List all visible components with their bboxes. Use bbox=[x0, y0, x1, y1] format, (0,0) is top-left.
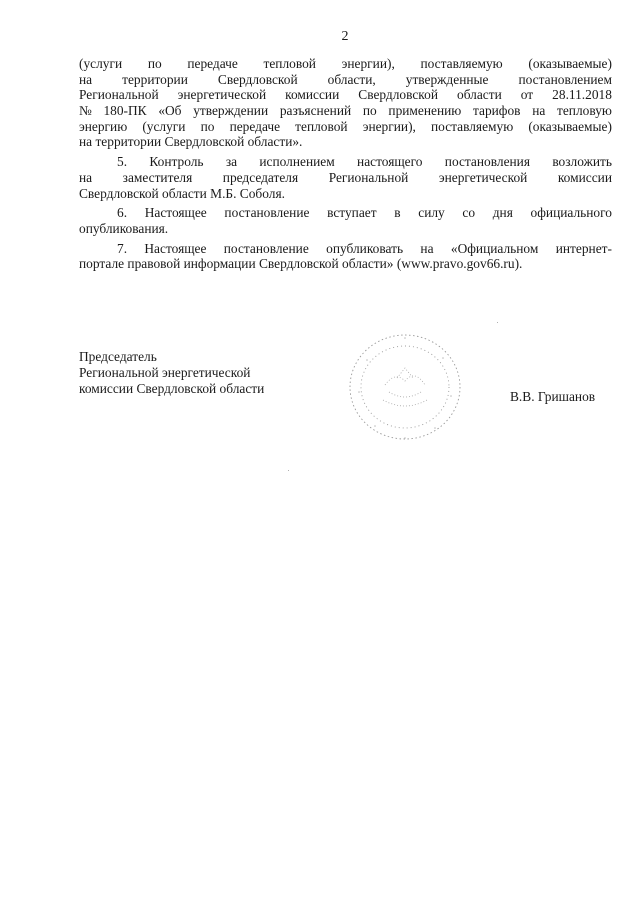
word: тепловой bbox=[295, 118, 348, 134]
word: заместителя bbox=[122, 169, 193, 185]
scan-speck bbox=[288, 470, 289, 471]
text-line bbox=[79, 221, 612, 237]
word: энергии), bbox=[362, 118, 416, 134]
text-line bbox=[79, 119, 612, 135]
word: разъяснений bbox=[279, 103, 352, 119]
word: энергии), bbox=[341, 56, 395, 71]
word: постановлением bbox=[518, 71, 612, 87]
word: постановления bbox=[444, 154, 531, 170]
word: Свердловской bbox=[217, 71, 298, 87]
signatory-name: В.В. Гришанов bbox=[510, 389, 596, 404]
paragraph-7 bbox=[79, 241, 612, 272]
word: на bbox=[79, 169, 93, 185]
word: (оказываемые) bbox=[528, 118, 612, 134]
word: в bbox=[394, 205, 401, 221]
word: на bbox=[79, 71, 93, 87]
text-line bbox=[79, 186, 612, 202]
word: 28.11.2018 bbox=[552, 87, 612, 103]
text-line bbox=[79, 154, 612, 170]
word: по bbox=[362, 103, 377, 119]
word: энергетической bbox=[438, 169, 528, 185]
text-line bbox=[79, 170, 612, 186]
word: по bbox=[147, 56, 162, 71]
word: по bbox=[200, 118, 215, 134]
word: постановление bbox=[224, 205, 310, 221]
word: дня bbox=[492, 205, 513, 221]
word: энергию bbox=[79, 118, 128, 134]
word: силу bbox=[418, 205, 445, 221]
word: области bbox=[457, 87, 502, 103]
word: председателя bbox=[222, 169, 299, 185]
word: энергетической bbox=[177, 87, 267, 103]
word: Контроль bbox=[149, 154, 204, 170]
word: утвержденные bbox=[405, 71, 489, 87]
word: 180-ПК bbox=[103, 103, 147, 119]
scan-speck bbox=[497, 322, 498, 323]
word: утверждении bbox=[193, 103, 269, 119]
text-line bbox=[79, 56, 612, 72]
document-body bbox=[79, 56, 612, 272]
word: передаче bbox=[229, 118, 281, 134]
word: на bbox=[420, 240, 434, 256]
word: тепловую bbox=[557, 103, 612, 119]
word: интернет- bbox=[555, 240, 612, 256]
word: портале правовой информации Свердловской области» (www.pravo.gov66.ru). bbox=[79, 256, 523, 272]
word: официального bbox=[530, 205, 612, 221]
word: со bbox=[462, 205, 476, 221]
word: применению bbox=[388, 103, 462, 119]
word: от bbox=[520, 87, 534, 103]
word: 5. bbox=[117, 154, 128, 170]
word: «Об bbox=[158, 103, 182, 119]
word: тепловой bbox=[263, 56, 316, 71]
word: 7. bbox=[117, 240, 128, 256]
signatory-title-line-2: Региональной энергетической bbox=[79, 365, 251, 380]
word: (услуги bbox=[142, 118, 186, 134]
word: постановление bbox=[223, 240, 309, 256]
paragraph-6 bbox=[79, 205, 612, 236]
word: поставляемую bbox=[420, 56, 503, 71]
word: Настоящее bbox=[144, 240, 207, 256]
word: области, bbox=[327, 71, 376, 87]
word: 6. bbox=[117, 205, 128, 221]
word: вступает bbox=[327, 205, 377, 221]
text-line bbox=[79, 205, 612, 221]
word: на территории Свердловской области». bbox=[79, 134, 303, 150]
word: опубликования. bbox=[79, 220, 169, 236]
word: тарифов bbox=[472, 103, 521, 119]
text-line bbox=[79, 87, 612, 103]
word: передаче bbox=[187, 56, 238, 71]
text-line bbox=[79, 72, 612, 88]
signatory-title-line-3: комиссии Свердловской области bbox=[79, 381, 265, 396]
signatory-title-line-1: Председатель bbox=[79, 349, 157, 364]
page-number: 2 bbox=[341, 29, 349, 44]
word: «Официальном bbox=[450, 240, 539, 256]
word: Региональной bbox=[328, 169, 409, 185]
word: Свердловской bbox=[358, 87, 438, 103]
text-line bbox=[79, 256, 612, 272]
word: настоящего bbox=[357, 154, 423, 170]
paragraph-continuation bbox=[79, 56, 612, 150]
paragraph-5 bbox=[79, 154, 612, 201]
word: исполнением bbox=[259, 154, 335, 170]
word: территории bbox=[122, 71, 188, 87]
text-line bbox=[79, 103, 612, 119]
word: возложить bbox=[552, 154, 612, 170]
word: Региональной bbox=[79, 87, 159, 103]
word: Настоящее bbox=[144, 205, 207, 221]
word: комиссии bbox=[557, 169, 612, 185]
word: (оказываемые) bbox=[528, 56, 612, 71]
official-seal-stamp bbox=[345, 330, 465, 445]
word: поставляемую bbox=[431, 118, 514, 134]
word: на bbox=[532, 103, 546, 119]
word: (услуги bbox=[79, 56, 123, 71]
word: опубликовать bbox=[326, 240, 404, 256]
text-line bbox=[79, 241, 612, 257]
word: № bbox=[79, 103, 92, 119]
signatory-title bbox=[79, 349, 264, 397]
word: комиссии bbox=[285, 87, 340, 103]
text-line bbox=[79, 134, 612, 150]
word: за bbox=[225, 154, 238, 170]
word: Свердловской области М.Б. Соболя. bbox=[79, 185, 285, 201]
